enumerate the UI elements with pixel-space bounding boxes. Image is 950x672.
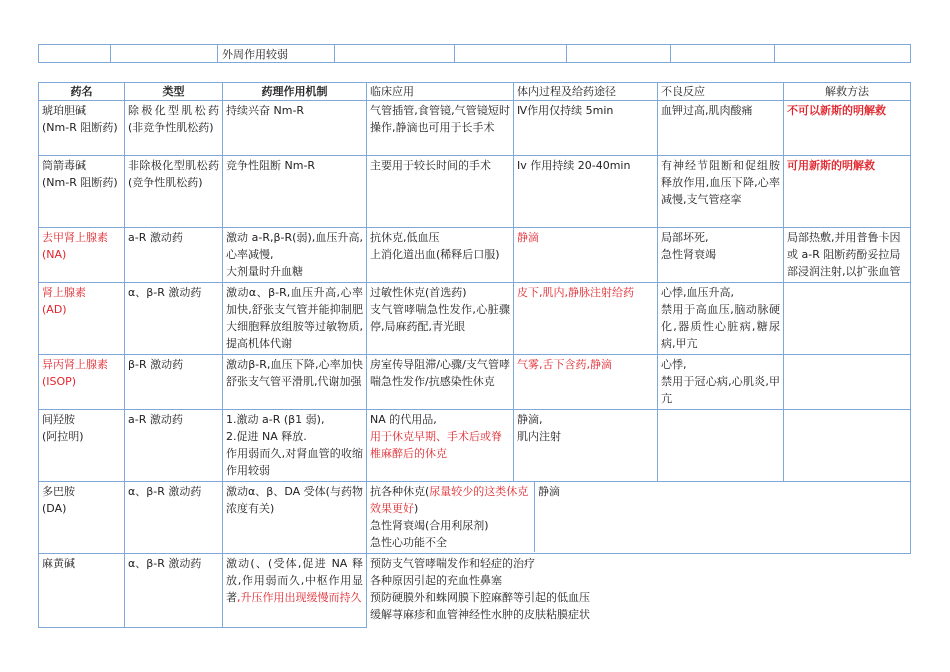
table-row (39, 410, 911, 482)
type-cell: a-R 激动药 (125, 228, 223, 283)
route-cell: Iv 作用持续 20-40min (514, 156, 658, 228)
table-row (39, 283, 911, 355)
mechanism-cell (223, 554, 367, 628)
drug-name: 去甲肾上腺素 (42, 231, 108, 244)
rescue-cell (784, 355, 911, 410)
table-row (39, 228, 911, 283)
drug-abbrev: (阿拉明) (42, 430, 84, 443)
clinical-cell (367, 554, 911, 628)
mechanism-cell: 竞争性阻断 Nm-R (223, 156, 367, 228)
mechanism-text: 作用弱而久,对肾血管的收缩作用较弱 (226, 447, 363, 477)
header-type: 类型 (125, 83, 223, 101)
drug-table (38, 82, 911, 628)
clinical-cell (367, 482, 535, 552)
mechanism-cell (223, 410, 367, 482)
drug-name-cell (39, 283, 125, 355)
drug-abbrev: (ISOP) (42, 375, 77, 388)
clinical-text: 缓解荨麻疹和血管神经性水肿的皮肤粘膜症状 (370, 608, 590, 621)
adverse-cell (658, 283, 784, 355)
table-row (39, 156, 911, 228)
mechanism-text: 激动(、(受体,促进 NA 释放,作用弱而久,中枢作用显著 (226, 557, 363, 604)
clinical-highlight: 尿量较少的这类休克效果更好 (370, 485, 529, 515)
clinical-text: 预防硬膜外和蛛网膜下腔麻醉等引起的低血压 (370, 591, 590, 604)
type-cell: 非除极化型肌松药(竞争性肌松药) (125, 156, 223, 228)
mechanism-text: 大剂量时升血糖 (226, 265, 303, 278)
clinical-text: 抗休克,低血压 (370, 231, 440, 244)
table-row (39, 101, 911, 156)
mechanism-highlight: ,升压作用出现缓慢而持久 (237, 591, 362, 604)
clinical-cell: 房室传导阻滞/心骤/支气管哮喘急性发作/抗感染性休克 (367, 355, 514, 410)
adverse-cell: 血钾过高,肌肉酸痛 (658, 101, 784, 156)
clinical-cell: 气管插管,食管镜,气管镜短时操作,静滴也可用于长手术 (367, 101, 514, 156)
rescue-cell (784, 410, 911, 482)
clinical-text: 急性肾衰竭(合用利尿剂) (370, 519, 489, 532)
drug-abbrev: (AD) (42, 303, 67, 316)
type-cell: α、β-R 激动药 (125, 554, 223, 628)
clinical-cell (367, 283, 514, 355)
route-text: 肌内注射 (517, 430, 561, 443)
clinical-cell (367, 410, 514, 482)
fragment-cell (775, 45, 911, 63)
drug-name-cell (39, 156, 125, 228)
fragment-cell (111, 45, 218, 63)
rescue-cell: 局部热敷,并用普鲁卡因或 a-R 阻断药酚妥拉局部浸润注射,以扩张血管 (784, 228, 911, 283)
adverse-text: 禁用于冠心病,心肌炎,甲亢 (661, 375, 780, 405)
clinical-route-cell (367, 482, 911, 554)
drug-name: 筒箭毒碱 (42, 159, 86, 172)
drug-name: 间羟胺 (42, 413, 75, 426)
rescue-cell: 不可以新斯的明解救 (784, 101, 911, 156)
fragment-cell (335, 45, 455, 63)
drug-name-cell (39, 410, 125, 482)
drug-name-cell (39, 482, 125, 554)
adverse-text: 禁用于高血压,脑动脉硬化,器质性心脏病,糖尿病,甲亢 (661, 303, 780, 350)
route-cell: 静滴 (514, 228, 658, 283)
header-drug-name: 药名 (39, 83, 125, 101)
route-cell: 皮下,肌内,静脉注射给药 (514, 283, 658, 355)
clinical-cell: 主要用于较长时间的手术 (367, 156, 514, 228)
clinical-text: NA 的代用品, (370, 413, 437, 426)
adverse-text: 局部坏死, (661, 231, 709, 244)
fragment-cell (39, 45, 111, 63)
drug-name: 异丙肾上腺素 (42, 358, 108, 371)
drug-name-cell (39, 228, 125, 283)
mechanism-cell: 激动α、β-R,血压升高,心率加快,舒张支气管并能抑制肥大细胞释放组胺等过敏物质,提高机体代谢 (223, 283, 367, 355)
clinical-text: ) (414, 502, 419, 515)
drug-name: 琥珀胆碱 (42, 104, 86, 117)
table-row (39, 554, 911, 628)
route-text: 静滴, (517, 413, 543, 426)
drug-name-cell (39, 554, 125, 628)
fragment-cell (567, 45, 671, 63)
adverse-cell (658, 410, 784, 482)
drug-abbrev: (DA) (42, 502, 67, 515)
clinical-cell (367, 228, 514, 283)
mechanism-cell (223, 228, 367, 283)
rescue-cell (784, 283, 911, 355)
fragment-cell (455, 45, 567, 63)
clinical-text: 预防支气管哮喘发作和轻症的治疗 (370, 557, 535, 570)
adverse-cell (658, 228, 784, 283)
route-cell: Ⅳ作用仅持续 5min (514, 101, 658, 156)
type-cell: α、β-R 激动药 (125, 283, 223, 355)
drug-name: 多巴胺 (42, 485, 75, 498)
mechanism-cell: 激动α、β、DA 受体(与药物浓度有关) (223, 482, 367, 554)
clinical-text: 急性心功能不全 (370, 536, 447, 549)
drug-name: 麻黄碱 (42, 557, 75, 570)
clinical-text: 过敏性休克(首选药) (370, 286, 467, 299)
fragment-cell-text: 外周作用较弱 (218, 45, 335, 63)
drug-name-cell (39, 355, 125, 410)
header-route: 体内过程及给药途径 (514, 83, 658, 101)
clinical-text: 各种原因引起的充血性鼻塞 (370, 574, 502, 587)
adverse-cell: 有神经节阻断和促组胺释放作用,血压下降,心率减慢,支气管痉挛 (658, 156, 784, 228)
table-header-row (39, 83, 911, 101)
header-rescue: 解救方法 (784, 83, 911, 101)
adverse-cell (658, 355, 784, 410)
drug-abbrev: (NA) (42, 248, 67, 261)
mechanism-text: 激动 a-R,β-R(弱),血压升高,心率减慢, (226, 231, 363, 261)
clinical-highlight: 用于休克早期、手术后或脊椎麻醉后的休克 (370, 430, 502, 460)
mechanism-text: 1.激动 a-R (β1 弱), (226, 413, 325, 426)
clinical-text: 抗各种休克( (370, 485, 430, 498)
clinical-text: 上消化道出血(稀释后口服) (370, 248, 500, 261)
type-cell: β-R 激动药 (125, 355, 223, 410)
route-cell (514, 410, 658, 482)
header-adverse: 不良反应 (658, 83, 784, 101)
table-row (39, 482, 911, 554)
header-mechanism: 药理作用机制 (223, 83, 367, 101)
header-fragment-row (38, 44, 911, 63)
mechanism-text: 2.促进 NA 释放. (226, 430, 307, 443)
drug-abbrev: (Nm-R 阻断药) (42, 176, 118, 189)
mechanism-cell: 激动β-R,血压下降,心率加快舒张支气管平滑肌,代谢加强 (223, 355, 367, 410)
drug-abbrev: (Nm-R 阻断药) (42, 121, 118, 134)
route-cell: 静滴 (538, 485, 560, 498)
drug-name: 肾上腺素 (42, 286, 86, 299)
adverse-text: 心悸,血压升高, (661, 286, 734, 299)
type-cell: α、β-R 激动药 (125, 482, 223, 554)
clinical-text: 支气管哮喘急性发作,心脏骤停,局麻药配,青光眼 (370, 303, 510, 333)
adverse-text: 急性肾衰竭 (661, 248, 716, 261)
header-clinical: 临床应用 (367, 83, 514, 101)
route-cell: 气雾,舌下含药,静滴 (514, 355, 658, 410)
drug-name-cell (39, 101, 125, 156)
fragment-cell (671, 45, 775, 63)
adverse-text: 心悸, (661, 358, 687, 371)
rescue-cell: 可用新斯的明解救 (784, 156, 911, 228)
table-row (39, 355, 911, 410)
type-cell: a-R 激动药 (125, 410, 223, 482)
type-cell: 除极化型肌松药(非竞争性肌松药) (125, 101, 223, 156)
mechanism-cell: 持续兴奋 Nm-R (223, 101, 367, 156)
